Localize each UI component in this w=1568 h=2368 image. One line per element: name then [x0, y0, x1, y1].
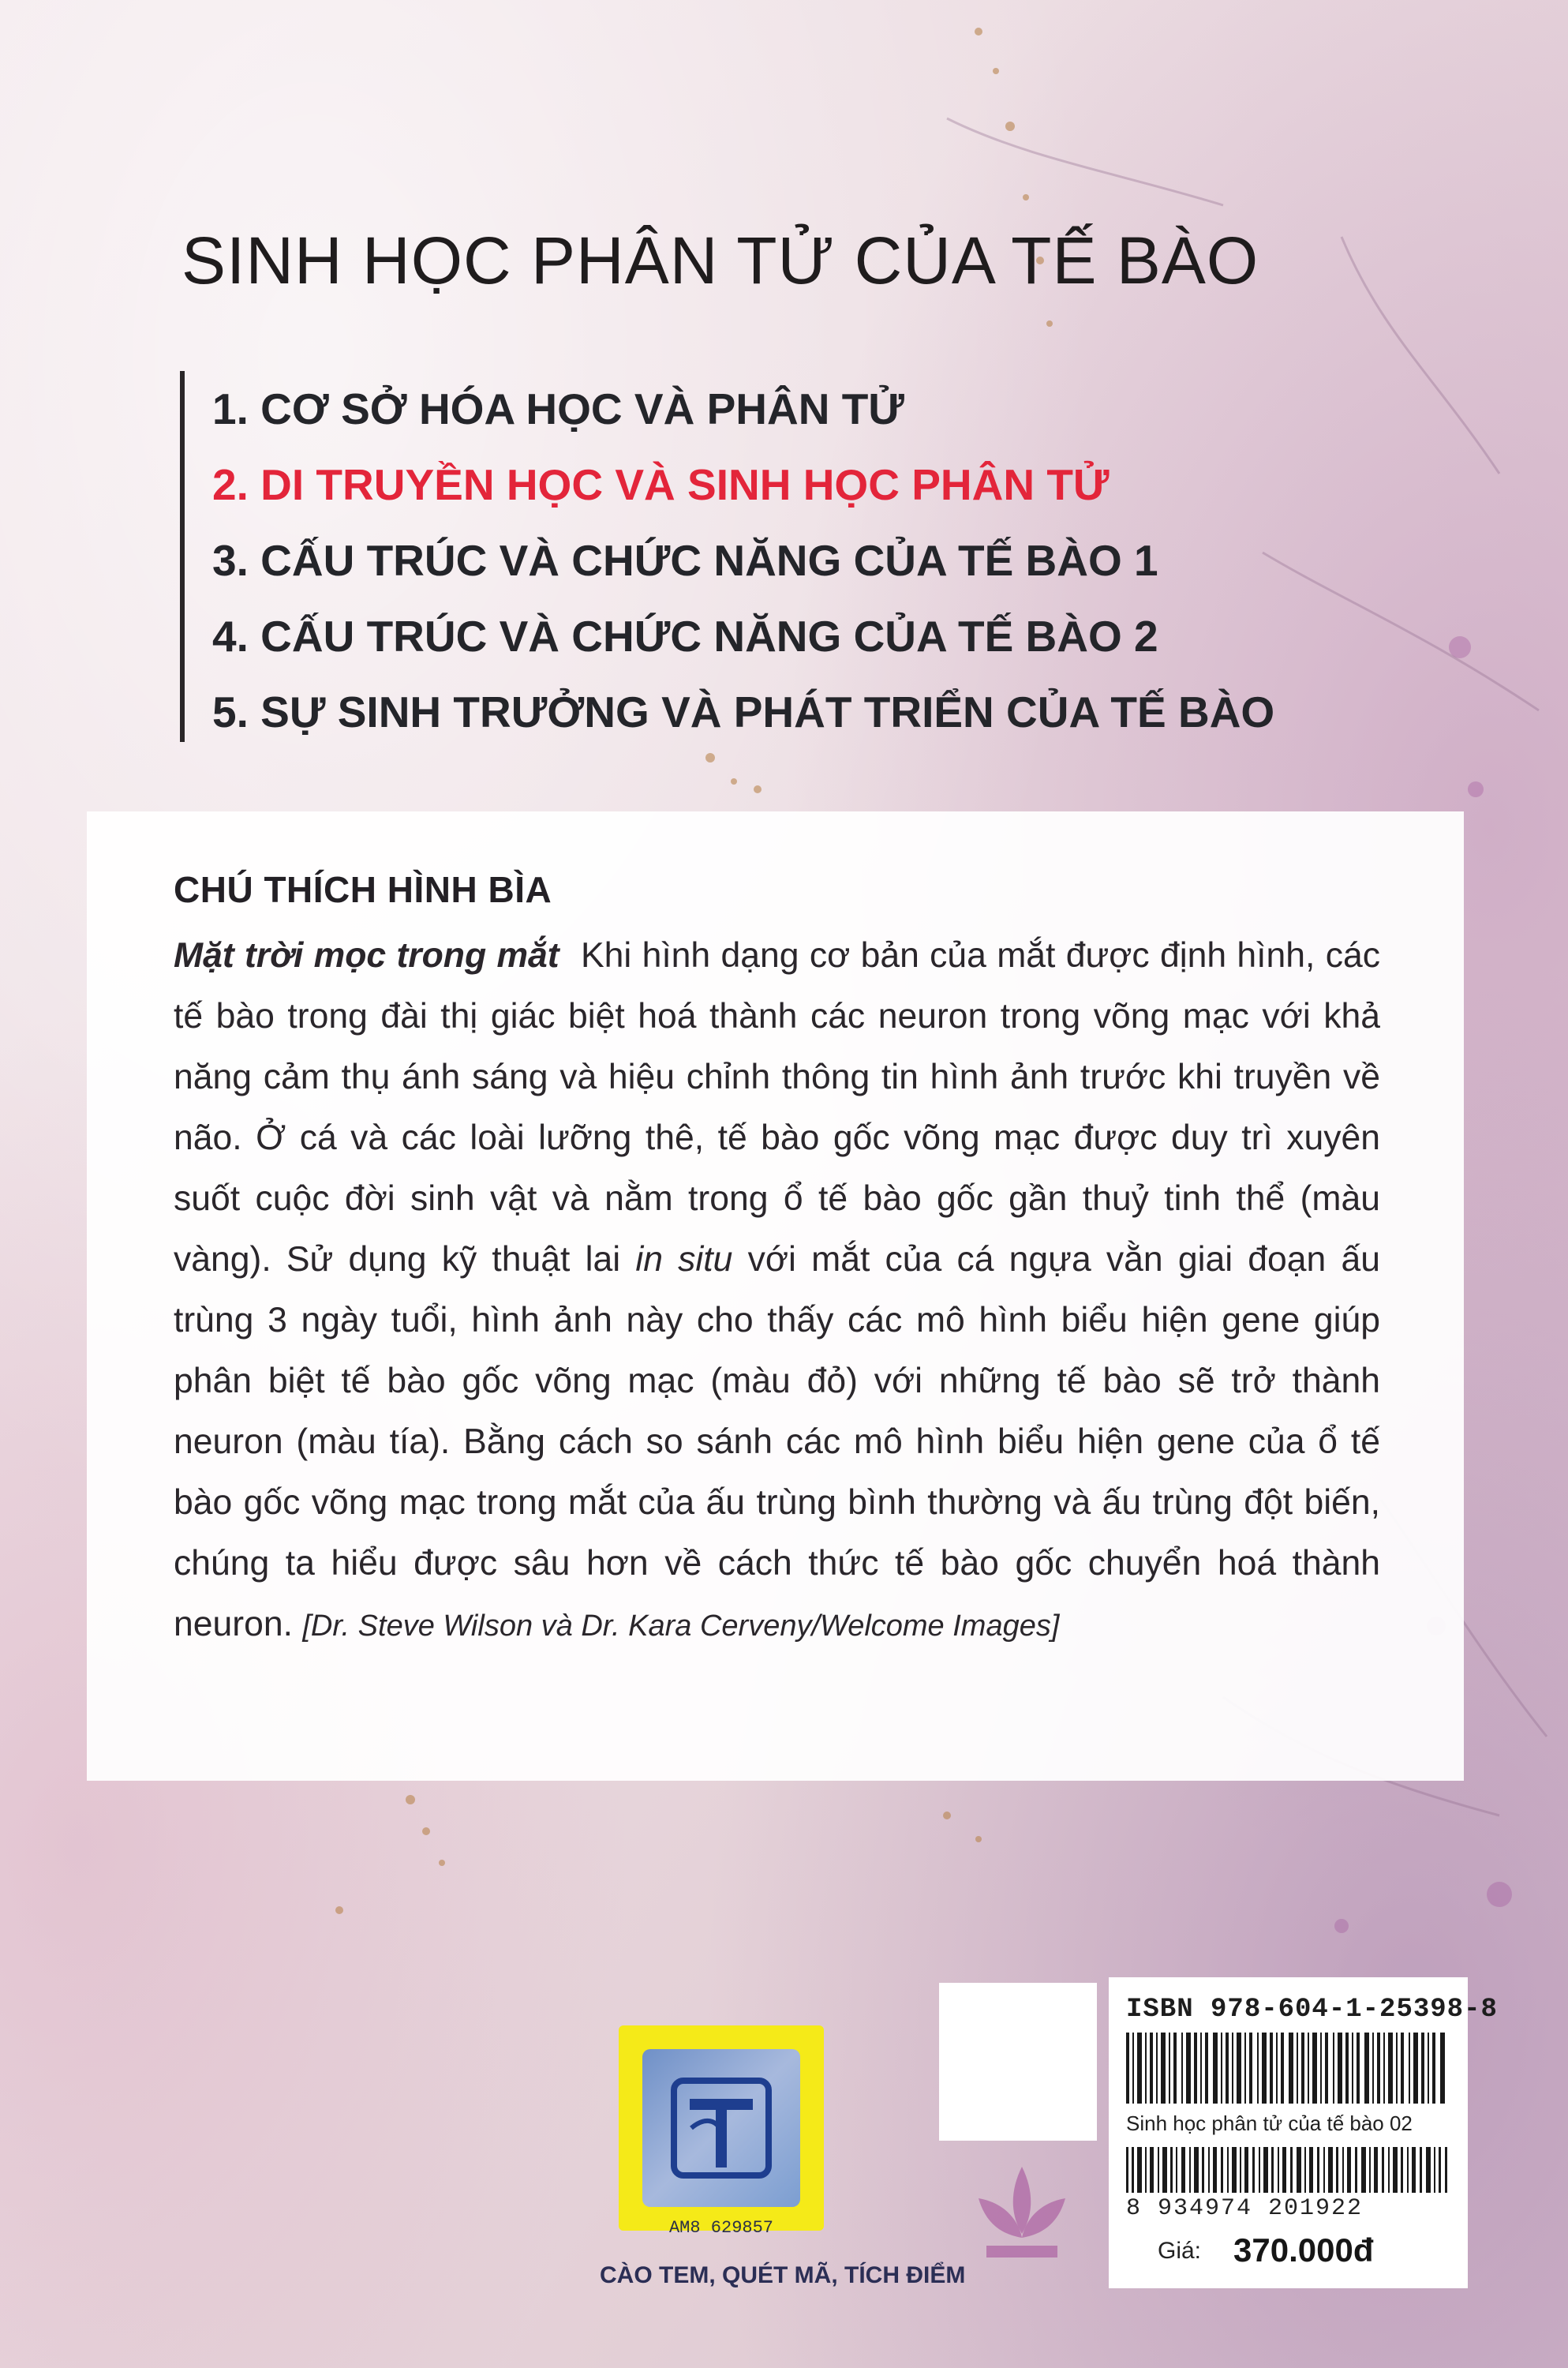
volume-item-1: 1. CƠ SỞ HÓA HỌC VÀ PHÂN TỬ — [212, 384, 904, 433]
caption-text-part-1: Khi hình dạng cơ bản của mắt được định hình, các tế bào trong đài thị giác biệt hoá thành các neuron trong võng mạc với khả năng cảm thụ ánh sáng và hiệu chỉnh thông tin hình ảnh trước khi truyền về não. Ở cá và các loài lưỡng thê, tế bào gốc võng mạc được duy trì xuyên suốt cuộc đời sinh vật và nằm trong ổ tế bào gốc gần thuỷ tinh thể (màu vàng). Sử dụng kỹ thuật lai — [174, 936, 1380, 1279]
barcode-digits: 8 934974 201922 — [1126, 2195, 1364, 2222]
authenticity-stamp[interactable] — [619, 2025, 824, 2238]
stamp-instruction: CÀO TEM, QUÉT MÃ, TÍCH ĐIỂM — [600, 2262, 966, 2288]
caption-italic-term: in situ — [635, 1240, 733, 1279]
publisher-logo-icon — [642, 2049, 800, 2207]
blank-sticker-area — [939, 1983, 1097, 2141]
volume-item-5: 5. SỰ SINH TRƯỞNG VÀ PHÁT TRIỂN CỦA TẾ BÀO — [212, 688, 1275, 736]
caption-credit: [Dr. Steve Wilson và Dr. Kara Cerveny/Welcome Images] — [302, 1609, 1060, 1643]
volume-item-4: 4. CẤU TRÚC VÀ CHỨC NĂNG CỦA TẾ BÀO 2 — [212, 612, 1158, 661]
isbn-barcode-icon — [1126, 2033, 1450, 2104]
stamp-code: AM8 629857 — [668, 2218, 774, 2238]
lotus-book-logo-icon — [955, 2159, 1089, 2277]
ean-barcode-icon — [1126, 2147, 1450, 2193]
price-value: 370.000đ — [1233, 2231, 1374, 2269]
cover-caption-box — [87, 811, 1464, 1781]
caption-text-part-2: với mắt của cá ngựa vằn giai đoạn ấu trùng 3 ngày tuổi, hình ảnh này cho thấy các mô hình biểu hiện gene giúp phân biệt tế bào gốc võng mạc (màu đỏ) với những tế bào sẽ trở thành neuron (màu tía). Bằng cách so sánh các mô hình biểu hiện gene của ổ tế bào gốc võng mạc trong mắt của ấu trùng bình thường và ấu trùng đột biến, chúng ta hiểu được sâu hơn về cách thức tế bào gốc chuyển hoá thành neuron. — [174, 1240, 1380, 1643]
price-label: Giá: — [1158, 2238, 1202, 2264]
volume-item-3: 3. CẤU TRÚC VÀ CHỨC NĂNG CỦA TẾ BÀO 1 — [212, 536, 1158, 585]
caption-heading: CHÚ THÍCH HÌNH BÌA — [174, 869, 552, 910]
barcode-product-title: Sinh học phân tử của tế bào 02 — [1126, 2111, 1413, 2135]
isbn-number: ISBN 978-604-1-25398-8 — [1126, 1995, 1498, 2025]
series-title: SINH HỌC PHÂN TỬ CỦA TẾ BÀO — [181, 223, 1259, 298]
caption-lead: Mặt trời mọc trong mắt — [174, 936, 559, 975]
isbn-barcode-card — [1109, 1977, 1498, 2288]
volume-list — [180, 371, 1285, 742]
volume-item-2-current: 2. DI TRUYỀN HỌC VÀ SINH HỌC PHÂN TỬ — [212, 460, 1110, 509]
caption-paragraph — [174, 925, 1380, 1657]
